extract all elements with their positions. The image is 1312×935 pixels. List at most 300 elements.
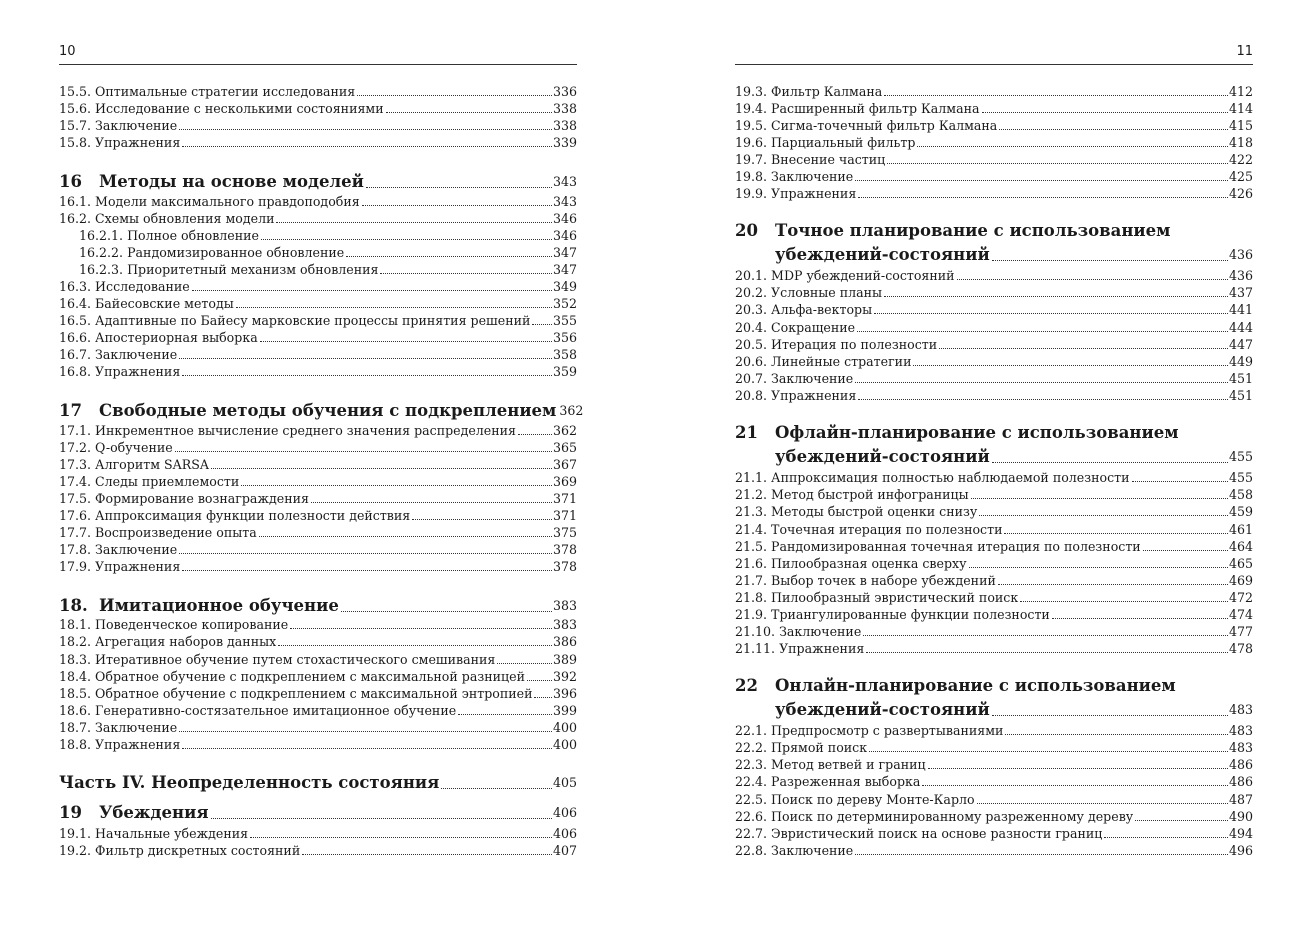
toc-entry[interactable] <box>735 605 1253 622</box>
toc-entry[interactable] <box>735 352 1253 369</box>
entry-number: 21.9. <box>735 607 768 622</box>
entry-title: Упражнения <box>771 186 857 201</box>
toc-entry[interactable] <box>59 841 577 858</box>
entry-text <box>59 279 190 294</box>
entry-page-number: 459 <box>1228 504 1253 519</box>
entry-text <box>735 245 990 265</box>
entry-page-number: 469 <box>1228 573 1253 588</box>
dot-leader <box>412 509 552 520</box>
entry-title: Заключение <box>771 371 854 386</box>
entry-number: 15.7. <box>59 118 92 133</box>
toc-entry[interactable] <box>735 721 1253 738</box>
entry-text <box>79 245 344 260</box>
entry-text <box>735 792 975 807</box>
entry-number: 18.1. <box>59 617 92 632</box>
entry-title: Внесение частиц <box>771 152 886 167</box>
entry-page-number: 451 <box>1228 388 1253 403</box>
toc-entry[interactable] <box>59 735 577 752</box>
toc-entry[interactable] <box>735 588 1253 605</box>
dot-leader <box>998 574 1228 585</box>
toc-chapter-entry[interactable] <box>59 801 577 823</box>
dot-leader <box>855 372 1228 383</box>
entry-title: Прямой поиск <box>771 740 868 755</box>
entry-page-number: 422 <box>1228 152 1253 167</box>
entry-page-number: 455 <box>1228 470 1253 485</box>
entry-text <box>59 686 532 701</box>
entry-number: 18.4. <box>59 669 92 684</box>
entry-title: Заключение <box>771 169 854 184</box>
dot-leader <box>884 85 1228 96</box>
page-number: 11 <box>1236 44 1253 59</box>
toc-entry[interactable] <box>735 318 1253 335</box>
dot-leader <box>1104 827 1228 838</box>
dot-leader <box>1004 523 1227 534</box>
entry-title: Начальные убеждения <box>95 826 249 841</box>
entry-number: 22.7. <box>735 826 768 841</box>
toc-entry[interactable] <box>59 701 577 718</box>
entry-page-number: 490 <box>1228 809 1253 824</box>
toc-entry[interactable] <box>735 335 1253 352</box>
entry-page-number: 465 <box>1228 556 1253 571</box>
toc-entry[interactable] <box>59 557 577 574</box>
entry-page-number: 458 <box>1228 487 1253 502</box>
entry-page-number: 477 <box>1228 624 1253 639</box>
toc-entry[interactable] <box>735 167 1253 184</box>
entry-page-number: 415 <box>1228 118 1253 133</box>
toc-entry[interactable] <box>735 369 1253 386</box>
entry-page-number: 412 <box>1228 84 1253 99</box>
chapter-title: Офлайн-планирование с использованием <box>775 423 1179 442</box>
entry-text <box>59 491 309 506</box>
dot-leader <box>260 331 552 342</box>
toc-entry[interactable] <box>735 738 1253 755</box>
entry-title: Упражнения <box>95 737 181 752</box>
entry-number: 18.5. <box>59 686 92 701</box>
entry-title: Методы быстрой оценки снизу <box>771 504 978 519</box>
chapter-heading[interactable] <box>735 423 1179 443</box>
toc-entry[interactable] <box>735 790 1253 807</box>
dot-leader <box>276 212 551 223</box>
toc-entry[interactable] <box>59 455 577 472</box>
dot-leader <box>182 738 552 749</box>
toc-entry[interactable] <box>59 226 577 243</box>
dot-leader <box>311 492 552 503</box>
toc-entry[interactable] <box>59 345 577 362</box>
dot-leader <box>366 177 552 188</box>
dot-leader <box>259 526 552 537</box>
entry-page-number: 447 <box>1228 337 1253 352</box>
toc-entry[interactable] <box>59 718 577 735</box>
entry-page-number: 358 <box>552 347 577 362</box>
entry-title: Поведенческое копирование <box>95 617 289 632</box>
dot-leader <box>290 618 552 629</box>
chapter-title: Точное планирование с использованием <box>775 221 1171 240</box>
entry-text <box>735 302 872 317</box>
entry-number: 16.3. <box>59 279 92 294</box>
entry-page-number: 383 <box>552 617 577 632</box>
dot-leader <box>858 389 1228 400</box>
toc-entry[interactable] <box>59 192 577 209</box>
entry-text <box>735 723 1003 738</box>
entry-text <box>735 539 1141 554</box>
entry-text <box>735 590 1018 605</box>
toc-entry[interactable] <box>735 755 1253 772</box>
entry-number: 22.8. <box>735 843 768 858</box>
toc-entry[interactable] <box>59 260 577 277</box>
entry-text <box>59 669 525 684</box>
entry-title: Метод быстрой инфограницы <box>771 487 969 502</box>
entry-number: 21.1. <box>735 470 768 485</box>
dot-leader <box>179 348 552 359</box>
entry-text <box>735 487 969 502</box>
dot-leader <box>858 187 1228 198</box>
entry-text <box>735 522 1002 537</box>
dot-leader <box>458 704 552 715</box>
entry-title: Полное обновление <box>127 228 259 243</box>
entry-text <box>735 118 997 133</box>
left-page <box>59 0 584 935</box>
entry-number: 19.8. <box>735 169 768 184</box>
entry-text <box>59 803 209 823</box>
entry-number: 21.8. <box>735 590 768 605</box>
entry-page-number: 396 <box>552 686 577 701</box>
dot-leader <box>874 303 1228 314</box>
entry-text <box>79 262 378 277</box>
toc-entry[interactable] <box>735 571 1253 588</box>
toc-entry[interactable] <box>735 639 1253 656</box>
entry-page-number: 483 <box>1228 702 1253 717</box>
entry-text <box>59 703 456 718</box>
toc-entry[interactable] <box>59 615 577 632</box>
entry-title: Исследование с несколькими состояниями <box>95 101 384 116</box>
dot-leader <box>182 560 552 571</box>
toc-chapter-entry[interactable] <box>59 170 577 192</box>
entry-title: Следы приемлемости <box>95 474 240 489</box>
entry-text <box>59 457 209 472</box>
entry-title: Часть IV. Неопределенность состояния <box>59 773 440 792</box>
toc-entry[interactable] <box>59 489 577 506</box>
toc-chapter-entry[interactable] <box>59 771 577 793</box>
dot-leader <box>182 136 552 147</box>
entry-text <box>735 573 996 588</box>
entry-page-number: 336 <box>552 84 577 99</box>
entry-text <box>59 347 177 362</box>
toc-entry[interactable] <box>59 523 577 540</box>
entry-page-number: 386 <box>552 634 577 649</box>
entry-page-number: 392 <box>552 669 577 684</box>
dot-leader <box>182 365 552 376</box>
toc-entry[interactable] <box>735 824 1253 841</box>
toc-chapter-entry[interactable] <box>735 445 1253 467</box>
dot-leader <box>979 505 1228 516</box>
entry-title: Итеративное обучение путем стохастического смешивания <box>95 652 496 667</box>
entry-page-number: 455 <box>1228 449 1253 464</box>
chapter-heading[interactable] <box>735 221 1170 241</box>
entry-page-number: 349 <box>552 279 577 294</box>
toc-entry[interactable] <box>735 386 1253 403</box>
entry-title: Формирование вознаграждения <box>95 491 309 506</box>
dot-leader <box>1005 724 1228 735</box>
dot-leader <box>192 280 552 291</box>
entry-text <box>735 84 882 99</box>
entry-text <box>59 525 257 540</box>
entry-text <box>735 447 990 467</box>
entry-text <box>59 440 173 455</box>
entry-title: убеждений-состояний <box>775 245 990 264</box>
toc-entry[interactable] <box>59 116 577 133</box>
entry-title: Имитационное обучение <box>99 596 339 615</box>
toc-entry[interactable] <box>735 520 1253 537</box>
toc-entry[interactable] <box>59 82 577 99</box>
entry-number: 18. <box>59 596 88 615</box>
entry-number: 21.2. <box>735 487 768 502</box>
toc-entry[interactable] <box>59 421 577 438</box>
entry-title: Агрегация наборов данных <box>95 634 277 649</box>
entry-number: 21.10. <box>735 624 776 639</box>
entry-number: 19.4. <box>735 101 768 116</box>
toc-entry[interactable] <box>59 243 577 260</box>
dot-leader <box>534 687 551 698</box>
entry-page-number: 383 <box>552 598 577 613</box>
toc-chapter-entry[interactable] <box>59 594 577 616</box>
entry-text <box>59 211 274 226</box>
entry-title: Апостериорная выборка <box>95 330 258 345</box>
entry-number: 22.6. <box>735 809 768 824</box>
toc-entry[interactable] <box>59 99 577 116</box>
entry-page-number: 444 <box>1228 320 1253 335</box>
entry-page-number: 343 <box>552 194 577 209</box>
dot-leader <box>855 170 1228 181</box>
toc-entry[interactable] <box>59 650 577 667</box>
entry-title: Упражнения <box>779 641 865 656</box>
entry-number: 16.4. <box>59 296 92 311</box>
dot-leader <box>179 119 552 130</box>
toc-entry[interactable] <box>59 684 577 701</box>
toc-entry[interactable] <box>735 184 1253 201</box>
entry-page-number: 487 <box>1228 792 1253 807</box>
toc-entry[interactable] <box>59 438 577 455</box>
entry-text <box>59 101 384 116</box>
toc-entry[interactable] <box>59 506 577 523</box>
chapter-heading[interactable] <box>735 676 1176 696</box>
dot-leader <box>362 195 552 206</box>
entry-page-number: 338 <box>552 118 577 133</box>
toc-chapter-entry[interactable] <box>735 243 1253 265</box>
entry-page-number: 474 <box>1228 607 1253 622</box>
dot-leader <box>211 458 552 469</box>
toc-chapter-entry[interactable] <box>59 399 584 421</box>
entry-page-number: 464 <box>1228 539 1253 554</box>
toc-entry[interactable] <box>59 277 577 294</box>
entry-text <box>59 508 410 523</box>
entry-title: Итерация по полезности <box>771 337 938 352</box>
toc-entry[interactable] <box>735 485 1253 502</box>
chapter-number: 22 <box>735 676 758 695</box>
entry-title: Рандомизированная точечная итерация по полезности <box>771 539 1141 554</box>
toc-entry[interactable] <box>59 540 577 557</box>
dot-leader <box>441 778 552 789</box>
entry-title: Поиск по детерминированному разреженному дереву <box>771 809 1134 824</box>
entry-text <box>59 737 180 752</box>
entry-number: 21.3. <box>735 504 768 519</box>
toc-entry[interactable] <box>735 266 1253 283</box>
entry-page-number: 405 <box>552 775 577 790</box>
dot-leader <box>518 424 552 435</box>
entry-number: 20.8. <box>735 388 768 403</box>
entry-page-number: 486 <box>1228 774 1253 789</box>
entry-text <box>735 843 853 858</box>
toc-entry[interactable] <box>59 209 577 226</box>
entry-number: 15.6. <box>59 101 92 116</box>
entry-text <box>79 228 259 243</box>
entry-number: 21.6. <box>735 556 768 571</box>
entry-title: Рандомизированное обновление <box>127 245 345 260</box>
toc-entry[interactable] <box>735 300 1253 317</box>
entry-page-number: 406 <box>552 805 577 820</box>
entry-number: 21.7. <box>735 573 768 588</box>
toc-chapter-entry[interactable] <box>735 698 1253 720</box>
entry-title: Сокращение <box>771 320 856 335</box>
entry-title: Упражнения <box>771 388 857 403</box>
entry-number: 16 <box>59 172 82 191</box>
entry-number: 20.2. <box>735 285 768 300</box>
entry-text <box>735 607 1050 622</box>
entry-page-number: 375 <box>552 525 577 540</box>
entry-title: Воспроизведение опыта <box>95 525 257 540</box>
entry-title: MDP убеждений-состояний <box>771 268 955 283</box>
entry-title: Свободные методы обучения с подкреплением <box>99 401 557 420</box>
entry-page-number: 347 <box>552 245 577 260</box>
entry-title: Метод ветвей и границ <box>771 757 926 772</box>
entry-title: Заключение <box>771 843 854 858</box>
entry-title: Схемы обновления модели <box>95 211 275 226</box>
entry-page-number: 478 <box>1228 641 1253 656</box>
toc-entry[interactable] <box>735 554 1253 571</box>
toc-entry[interactable] <box>735 283 1253 300</box>
dot-leader <box>1052 608 1228 619</box>
toc-entry[interactable] <box>59 133 577 150</box>
dot-leader <box>1135 810 1228 821</box>
dot-leader <box>341 601 552 612</box>
entry-page-number: 426 <box>1228 186 1253 201</box>
entry-text <box>735 268 955 283</box>
toc-entry[interactable] <box>735 622 1253 639</box>
entry-number: 16.2. <box>59 211 92 226</box>
entry-title: Предпросмотр с развертываниями <box>771 723 1004 738</box>
entry-number: 20.1. <box>735 268 768 283</box>
entry-title: Условные планы <box>771 285 883 300</box>
entry-number: 18.3. <box>59 652 92 667</box>
entry-title: Расширенный фильтр Калмана <box>771 101 980 116</box>
toc-entry[interactable] <box>735 99 1253 116</box>
entry-title: Линейные стратегии <box>771 354 912 369</box>
entry-title: Аппроксимация функции полезности действия <box>95 508 411 523</box>
entry-text <box>735 371 853 386</box>
entry-text <box>59 634 276 649</box>
entry-page-number: 483 <box>1228 723 1253 738</box>
toc-entry[interactable] <box>59 328 577 345</box>
entry-page-number: 400 <box>552 737 577 752</box>
entry-title: Q-обучение <box>95 440 173 455</box>
entry-text <box>59 401 556 421</box>
entry-number: 17.1. <box>59 423 92 438</box>
entry-number: 18.7. <box>59 720 92 735</box>
dot-leader <box>497 653 552 664</box>
entry-text <box>735 354 911 369</box>
entry-number: 18.8. <box>59 737 92 752</box>
entry-title: Эвристический поиск на основе разности границ <box>771 826 1103 841</box>
toc-entry[interactable] <box>735 537 1253 554</box>
toc-entry[interactable] <box>735 807 1253 824</box>
entry-text <box>59 194 360 209</box>
toc-entry[interactable] <box>735 841 1253 858</box>
entry-text <box>59 559 180 574</box>
dot-leader <box>236 297 552 308</box>
entry-title: Пилообразная оценка сверху <box>771 556 967 571</box>
entry-title: убеждений-состояний <box>775 447 990 466</box>
entry-title: Разреженная выборка <box>771 774 921 789</box>
toc-entry[interactable] <box>59 472 577 489</box>
toc-entry[interactable] <box>735 502 1253 519</box>
toc-entry[interactable] <box>735 150 1253 167</box>
toc-entry[interactable] <box>59 311 577 328</box>
dot-leader <box>969 557 1228 568</box>
header-rule <box>735 64 1253 65</box>
toc-entry[interactable] <box>735 82 1253 99</box>
entry-number: 22.5. <box>735 792 768 807</box>
toc-entry[interactable] <box>735 133 1253 150</box>
dot-leader <box>386 102 552 113</box>
dot-leader <box>863 625 1228 636</box>
entry-text <box>59 118 177 133</box>
entry-title: Заключение <box>95 542 178 557</box>
entry-number: 19.3. <box>735 84 768 99</box>
entry-page-number: 437 <box>1228 285 1253 300</box>
dot-leader <box>866 642 1228 653</box>
toc-entry[interactable] <box>59 294 577 311</box>
entry-page-number: 436 <box>1228 268 1253 283</box>
entry-text <box>59 296 234 311</box>
entry-number: 17.2. <box>59 440 92 455</box>
entry-number: 21.11. <box>735 641 776 656</box>
entry-title: Обратное обучение с подкреплением с максимальной разницей <box>95 669 525 684</box>
entry-title: Алгоритм SARSA <box>95 457 209 472</box>
toc-entry[interactable] <box>735 116 1253 133</box>
toc-entry[interactable] <box>59 667 577 684</box>
toc-entry[interactable] <box>735 468 1253 485</box>
dot-leader <box>999 119 1228 130</box>
toc-entry[interactable] <box>59 632 577 649</box>
entry-page-number: 418 <box>1228 135 1253 150</box>
dot-leader <box>211 808 552 819</box>
entry-number: 20.7. <box>735 371 768 386</box>
chapter-number: 20 <box>735 221 758 240</box>
dot-leader <box>917 136 1228 147</box>
entry-text <box>59 330 258 345</box>
entry-page-number: 339 <box>552 135 577 150</box>
entry-number: 22.2. <box>735 740 768 755</box>
toc-entry[interactable] <box>59 824 577 841</box>
toc-entry[interactable] <box>735 772 1253 789</box>
entry-text <box>735 152 885 167</box>
entry-title: Триангулированные функции полезности <box>771 607 1050 622</box>
entry-number: 16.2.2. <box>79 245 124 260</box>
dot-leader <box>278 635 552 646</box>
toc-entry[interactable] <box>59 362 577 379</box>
entry-title: Фильтр дискретных состояний <box>95 843 301 858</box>
entry-number: 20.4. <box>735 320 768 335</box>
entry-page-number: 414 <box>1228 101 1253 116</box>
